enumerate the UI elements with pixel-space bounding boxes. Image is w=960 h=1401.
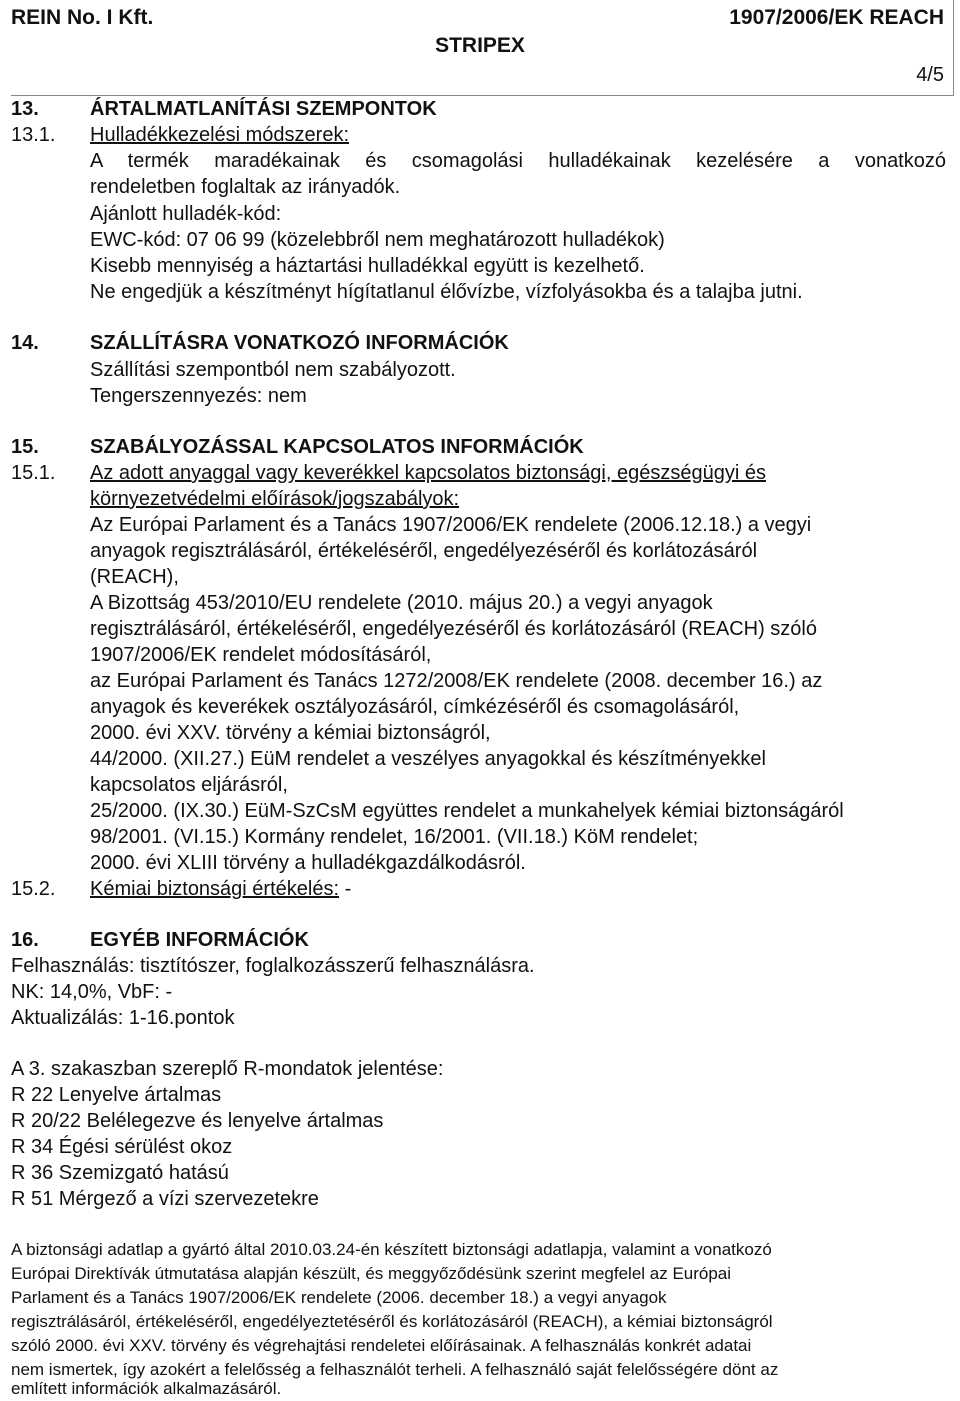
- section-14-title: SZÁLLÍTÁSRA VONATKOZÓ INFORMÁCIÓK: [90, 332, 509, 354]
- footer-line: regisztrálásáról, értékeléséről, engedélyeztetéséről és korlátozásáról (REACH), a kémiai biztonságról: [11, 1312, 773, 1331]
- regulation-line: 25/2000. (IX.30.) EüM-SzCsM együttes rendelet a munkahelyek kémiai biztonságáról: [90, 800, 844, 822]
- footer-line: Parlament és a Tanács 1907/2006/EK rendelete (2006. december 18.) a vegyi anyagok: [11, 1288, 667, 1307]
- page-number: 4/5: [916, 64, 944, 86]
- section-13-text-line: Ne engedjük a készítményt hígítatlanul élővízbe, vízfolyásokba és a talajba jutni.: [90, 281, 803, 303]
- r-phrases-title: A 3. szakaszban szereplő R-mondatok jelentése:: [11, 1058, 444, 1080]
- page-header: [0, 0, 960, 96]
- section-13-1-number: 13.1.: [11, 124, 56, 146]
- section-15-number: 15.: [11, 436, 39, 458]
- regulation-line: 2000. évi XXV. törvény a kémiai biztonságról,: [90, 722, 491, 744]
- footer-line: említett információk alkalmazásáról.: [11, 1379, 282, 1398]
- regulation-line: A Bizottság 453/2010/EU rendelete (2010. május 20.) a vegyi anyagok: [90, 592, 713, 614]
- section-15-1-title: Az adott anyaggal vagy keverékkel kapcsolatos biztonsági, egészségügyi és: [90, 462, 766, 484]
- section-15-2-line: [90, 876, 351, 902]
- footer-line: A biztonsági adatlap a gyártó által 2010.03.24-én készített biztonsági adatlapja, valamint a vonatkozó: [11, 1240, 772, 1259]
- section-16-text-line: Aktualizálás: 1-16.pontok: [11, 1007, 235, 1029]
- section-13-text-line: EWC-kód: 07 06 99 (közelebbről nem meghatározott hulladékok): [90, 229, 665, 251]
- regulation-line: regisztrálásáról, értékeléséről, engedélyezéséről és korlátozásáról (REACH) szóló: [90, 618, 817, 640]
- r-phrase-item: R 22 Lenyelve ártalmas: [11, 1084, 222, 1106]
- section-13-text-line: Kisebb mennyiség a háztartási hulladékkal együtt is kezelhető.: [90, 255, 645, 277]
- section-15-1-title: környezetvédelmi előírások/jogszabályok:: [90, 488, 460, 510]
- footer-line: nem ismertek, így azokért a felelősség a felhasználót terheli. A felhasználó saját felelősségére dönt az: [11, 1360, 779, 1379]
- section-15-1-number: 15.1.: [11, 462, 56, 484]
- regulation-line: (REACH),: [90, 566, 179, 588]
- section-15-2-title: Kémiai biztonsági értékelés:: [90, 878, 340, 900]
- regulation-line: anyagok regisztrálásáról, értékeléséről, engedélyezéséről és korlátozásáról: [90, 540, 758, 562]
- section-15-2-number: 15.2.: [11, 878, 56, 900]
- section-16-text-line: Felhasználás: tisztítószer, foglalkozásszerű felhasználásra.: [11, 955, 535, 977]
- section-16-number: 16.: [11, 929, 39, 951]
- section-14-text-line: Tengerszennyezés: nem: [90, 385, 307, 407]
- section-15-2-value: -: [339, 878, 352, 900]
- r-phrase-item: R 34 Égési sérülést okoz: [11, 1136, 233, 1158]
- section-14-number: 14.: [11, 332, 39, 354]
- section-15-title: SZABÁLYOZÁSSAL KAPCSOLATOS INFORMÁCIÓK: [90, 436, 584, 458]
- regulation-reference: 1907/2006/EK REACH: [729, 6, 944, 29]
- footer-line: szóló 2000. évi XXV. törvény és végrehajtási rendeletei előírásainak. A felhasználás konkrét adatai: [11, 1336, 752, 1355]
- section-13-text-line: rendeletben foglaltak az irányadók.: [90, 176, 401, 198]
- product-name: STRIPEX: [435, 34, 525, 57]
- regulation-line: kapcsolatos eljárásról,: [90, 774, 288, 796]
- regulation-line: 1907/2006/EK rendelet módosításáról,: [90, 644, 432, 666]
- section-13-text-line: Ajánlott hulladék-kód:: [90, 203, 282, 225]
- regulation-line: 2000. évi XLIII törvény a hulladékgazdálkodásról.: [90, 852, 526, 874]
- section-13-1-title: Hulladékkezelési módszerek:: [90, 124, 350, 146]
- regulation-line: 98/2001. (VI.15.) Kormány rendelet, 16/2001. (VII.18.) KöM rendelet;: [90, 826, 699, 848]
- r-phrase-item: R 51 Mérgező a vízi szervezetekre: [11, 1188, 319, 1210]
- section-13-number: 13.: [11, 98, 39, 120]
- regulation-line: az Európai Parlament és Tanács 1272/2008/EK rendelete (2008. december 16.) az: [90, 670, 823, 692]
- section-13-text-line: A termék maradékainak és csomagolási hulladékainak kezelésére a vonatkozó: [90, 150, 946, 172]
- company-name: REIN No. I Kft.: [11, 6, 154, 29]
- section-16-title: EGYÉB INFORMÁCIÓK: [90, 929, 309, 951]
- section-16-text-line: NK: 14,0%, VbF: -: [11, 981, 173, 1003]
- regulation-line: Az Európai Parlament és a Tanács 1907/2006/EK rendelete (2006.12.18.) a vegyi: [90, 514, 812, 536]
- r-phrase-item: R 20/22 Belélegezve és lenyelve ártalmas: [11, 1110, 384, 1132]
- footer-line: Európai Direktívák útmutatása alapján készült, és meggyőződésünk szerint megfelel az Európai: [11, 1264, 732, 1283]
- regulation-line: 44/2000. (XII.27.) EüM rendelet a veszélyes anyagokkal és készítményekkel: [90, 748, 766, 770]
- section-14-text-line: Szállítási szempontból nem szabályozott.: [90, 359, 456, 381]
- r-phrase-item: R 36 Szemizgató hatású: [11, 1162, 229, 1184]
- regulation-line: anyagok és keverékek osztályozásáról, címkézéséről és csomagolásáról,: [90, 696, 740, 718]
- section-13-title: ÁRTALMATLANÍTÁSI SZEMPONTOK: [90, 98, 437, 120]
